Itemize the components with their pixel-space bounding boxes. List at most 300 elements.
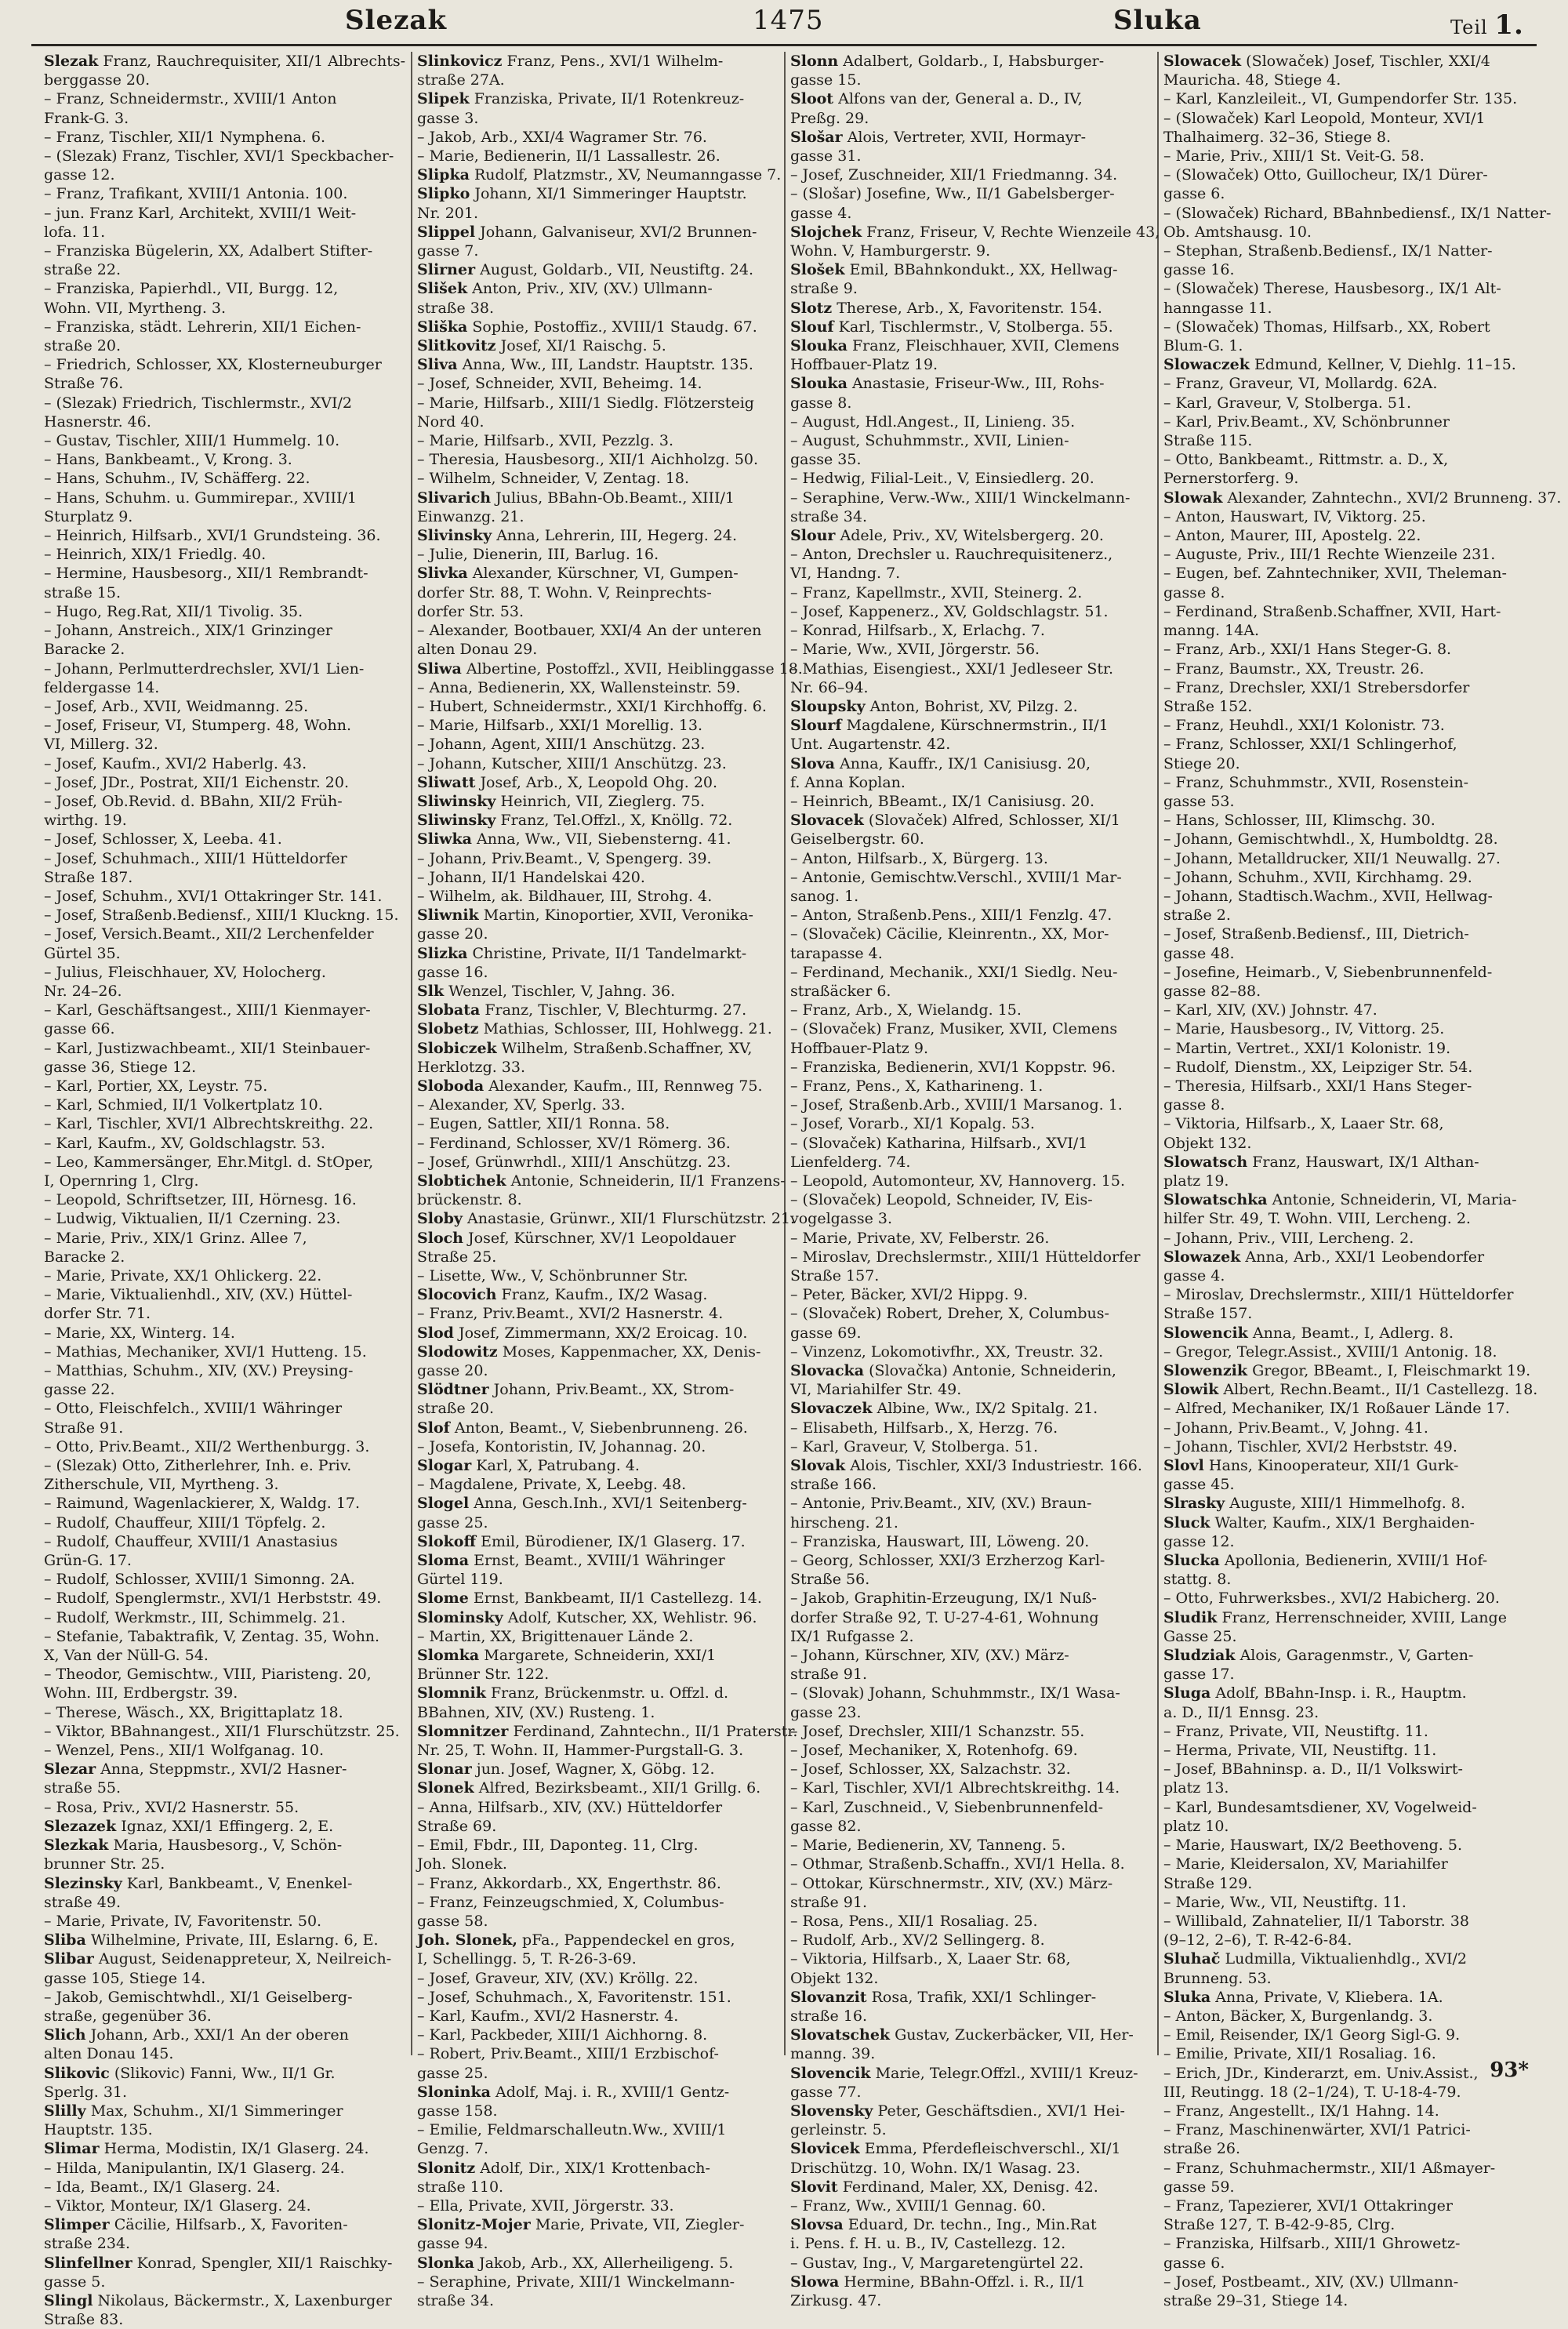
surname: Slödtner: [417, 1381, 489, 1399]
directory-line: [790, 1665, 1151, 1684]
directory-line: [44, 1532, 405, 1551]
entry-text: I, Opernring 1, Clrg.: [44, 1172, 199, 1190]
surname: Slovatschek: [790, 2026, 891, 2044]
entry-text: straße 38.: [417, 299, 494, 317]
entry-text: Heinrich, VII, Zieglerg. 75.: [500, 792, 706, 810]
directory-line: [417, 1380, 778, 1399]
directory-line: [1163, 1836, 1526, 1855]
directory-line: [790, 260, 1151, 279]
entry-text: – Anton, Maurer, III, Apostelg. 22.: [1163, 527, 1421, 545]
directory-line: [1163, 184, 1526, 203]
entry-text: hirscheng. 21.: [790, 1513, 898, 1531]
directory-line: [417, 412, 778, 431]
entry-text: – (Slezak) Friedrich, Tischlermstr., XVI/2: [44, 394, 352, 412]
entry-text: – Hermine, Hausbesorg., XII/1 Rembrandt-: [44, 565, 368, 583]
entry-text: jun. Josef, Wagner, X, Göbg. 12.: [476, 1760, 715, 1779]
directory-line: [1163, 2254, 1526, 2273]
directory-line: [417, 1551, 778, 1570]
directory-line: [417, 1114, 778, 1133]
entry-text: – Otto, Priv.Beamt., XII/2 Werthenburgg. 3.: [44, 1437, 370, 1455]
entry-text: i. Pens. f. H. u. B., IV, Castellezg. 12.: [790, 2235, 1066, 2253]
entry-text: – Karl, Priv.Beamt., XV, Schönbrunner: [1163, 412, 1450, 431]
directory-line: [1163, 1741, 1526, 1760]
entry-text: gasse 5.: [44, 2273, 106, 2291]
entry-text: Johann, Arb., XXI/1 An der oberen: [90, 2026, 349, 2044]
entry-text: – Franziska, städt. Lehrerin, XII/1 Eichen-: [44, 318, 361, 336]
directory-line: [1163, 431, 1526, 450]
entry-text: Lienfelderg. 74.: [790, 1153, 911, 1171]
entry-text: Hauptstr. 135.: [44, 2121, 153, 2139]
surname: Slonka: [417, 2254, 474, 2272]
entry-text: – Lisette, Ww., V, Schönbrunner Str.: [417, 1267, 688, 1284]
directory-line: [417, 583, 778, 602]
entry-text: – Karl, Kaufm., XVI/2 Hasnerstr. 4.: [417, 2007, 679, 2025]
surname: Sluka: [1163, 1988, 1211, 2006]
directory-line: [790, 1058, 1151, 1077]
directory-line: [417, 1684, 778, 1702]
directory-line: [44, 1551, 405, 1570]
directory-line: [44, 1703, 405, 1722]
directory-line: [44, 2234, 405, 2253]
directory-line: [44, 2196, 405, 2215]
entry-text: gasse 3.: [417, 109, 479, 127]
entry-text: – Karl, Kanzleileit., VI, Gumpendorfer Str. 135.: [1163, 90, 1518, 108]
entry-text: – Vinzenz, Lokomotivfhr., XX, Treustr. 32.: [790, 1343, 1104, 1361]
entry-text: Antonie, Schneiderin, VI, Maria-: [1272, 1191, 1517, 1209]
directory-line: [1163, 564, 1526, 583]
entry-text: – Ottokar, Kürschnermstr., XIV, (XV.) März-: [790, 1874, 1113, 1892]
entry-text: Grün-G. 17.: [44, 1552, 132, 1570]
directory-line: [1163, 1969, 1526, 1988]
directory-line: [1163, 336, 1526, 355]
directory-line: [1163, 2139, 1526, 2158]
entry-text: – Wilhelm, Schneider, V, Zentag. 18.: [417, 470, 690, 488]
entry-text: – Anton, Straßenb.Pens., XIII/1 Fenzlg. 47.: [790, 907, 1112, 925]
directory-line: [790, 1893, 1151, 1912]
directory-line: [44, 260, 405, 279]
entry-text: a. D., II/1 Ennsg. 23.: [1163, 1703, 1319, 1721]
directory-line: [44, 2044, 405, 2063]
directory-line: [1163, 1095, 1526, 1114]
directory-line: [790, 1114, 1151, 1133]
entry-text: gasse 53.: [1163, 792, 1235, 810]
directory-line: [44, 1665, 405, 1684]
page-header: [31, 0, 1537, 45]
entry-text: – (Slowaček) Therese, Hausbesorg., IX/1 Alt-: [1163, 280, 1501, 298]
entry-text: – Josef, Mechaniker, X, Rotenhofg. 69.: [790, 1742, 1078, 1760]
directory-line: [790, 583, 1151, 602]
directory-line: [44, 849, 405, 868]
entry-text: gasse 16.: [1163, 261, 1235, 279]
entry-text: – Hans, Schlosser, III, Klimschg. 30.: [1163, 812, 1436, 830]
entry-text: – Wenzel, Pens., XII/1 Wolfganag. 10.: [44, 1742, 325, 1760]
surname: Slikovic: [44, 2064, 110, 2082]
entry-text: Anton, Bohrist, XV, Pilzg. 2.: [869, 697, 1078, 715]
surname: Sluck: [1163, 1513, 1210, 1531]
directory-line: [1163, 697, 1526, 716]
entry-text: – Ferdinand, Mechanik., XXI/1 Siedlg. Neu-: [790, 963, 1118, 981]
surname: Slovsa: [790, 2216, 844, 2234]
entry-text: Mathias, Schlosser, III, Hohlwegg. 21.: [483, 1020, 772, 1038]
directory-line: [790, 431, 1151, 450]
entry-text: Franz, Pens., XVI/1 Wilhelm-: [506, 53, 724, 70]
entry-text: manng. 14A.: [1163, 622, 1259, 640]
directory-line: [44, 1855, 405, 1873]
entry-text: Ludmilla, Viktualienhdlg., XVI/2: [1225, 1950, 1467, 1968]
entry-text: – Anton, Hilfsarb., X, Bürgerg. 13.: [790, 849, 1048, 867]
entry-text: – Marie, Bedienerin, II/1 Lassallestr. 26.: [417, 147, 720, 165]
directory-line: [44, 1798, 405, 1817]
entry-text: platz 10.: [1163, 1817, 1229, 1835]
entry-text: – Eugen, bef. Zahntechniker, XVII, Theleman-: [1163, 565, 1507, 583]
entry-text: Straße 76.: [44, 375, 124, 393]
directory-line: [1163, 128, 1526, 147]
entry-text: pFa., Pappendeckel en gros,: [522, 1931, 735, 1949]
directory-line: [44, 1361, 405, 1380]
directory-line: [790, 355, 1151, 374]
surname: Slk: [417, 982, 445, 1000]
directory-line: [1163, 2102, 1526, 2120]
directory-line: [790, 1988, 1151, 2007]
directory-line: [790, 792, 1151, 811]
entry-text: – Marie, Ww., VII, Neustiftg. 11.: [1163, 1893, 1406, 1911]
surname: Sloupsky: [790, 697, 866, 715]
entry-text: – Matthias, Schuhm., XIV, (XV.) Preysing-: [44, 1362, 354, 1380]
directory-line: [417, 1190, 778, 1209]
entry-text: Franz, Tel.Offzl., X, Knöllg. 72.: [500, 812, 733, 830]
directory-line: [790, 1912, 1151, 1931]
directory-line: [44, 1912, 405, 1931]
entry-text: straße, gegenüber 36.: [44, 2007, 212, 2025]
entry-text: Karl, X, Patrubang. 4.: [476, 1457, 640, 1475]
directory-line: [1163, 1532, 1526, 1551]
entry-text: Wenzel, Tischler, V, Jahng. 36.: [448, 982, 676, 1000]
surname: Slod: [417, 1324, 454, 1342]
entry-text: Thalhaimerg. 32–36, Stiege 8.: [1163, 128, 1392, 146]
entry-text: – Josef, Schuhmach., X, Favoritenstr. 151.: [417, 1988, 731, 2006]
directory-line: [44, 963, 405, 982]
directory-line: [1163, 204, 1552, 223]
entry-text: gerleinstr. 5.: [790, 2121, 887, 2139]
surname: Slowatsch: [1163, 1153, 1248, 1171]
entry-text: platz 13.: [1163, 1779, 1229, 1797]
surname: Slrasky: [1163, 1495, 1225, 1513]
entry-text: – Josef, Schneider, XVII, Beheimg. 14.: [417, 375, 702, 393]
directory-line: [44, 773, 405, 792]
entry-text: feldergasse 14.: [44, 678, 160, 696]
entry-text: – Otto, Fleischfelch., XVIII/1 Währinger: [44, 1400, 343, 1418]
directory-line: [790, 2064, 1151, 2083]
directory-line: [417, 1722, 798, 1741]
entry-text: – Viktoria, Hilfsarb., X, Laaer Str. 68,: [790, 1950, 1071, 1968]
directory-line: [790, 602, 1151, 621]
entry-text: Anna, Lehrerin, III, Hegerg. 24.: [496, 527, 738, 545]
entry-text: Josef, Arb., X, Leopold Ohg. 20.: [480, 773, 718, 791]
directory-line: [417, 355, 778, 374]
entry-text: Rosa, Trafik, XXI/1 Schlinger-: [871, 1988, 1097, 2006]
directory-line: [417, 2159, 778, 2178]
directory-line: [790, 1324, 1151, 1343]
entry-text: Straße 129.: [1163, 1874, 1253, 1892]
entry-text: – Jakob, Arb., XXI/4 Wagramer Str. 76.: [417, 128, 707, 146]
directory-line: [790, 1209, 1151, 1228]
directory-line: [44, 2215, 405, 2234]
entry-text: gasse 23.: [790, 1703, 862, 1721]
entry-text: – Johann, Anstreich., XIX/1 Grinzinger: [44, 622, 332, 640]
surname: Slonek: [417, 1779, 474, 1797]
directory-line: [44, 2064, 405, 2083]
directory-line: [1163, 1437, 1526, 1456]
entry-text: – Marie, Bedienerin, XV, Tanneng. 5.: [790, 1837, 1066, 1855]
entry-text: – Josef, Straßenb.Arb., XVIII/1 Marsanog. 1.: [790, 1096, 1123, 1114]
directory-line: [1163, 2234, 1526, 2253]
entry-text: – Marie, XX, Winterg. 14.: [44, 1324, 235, 1342]
entry-text: – Emilie, Private, XII/1 Rosaliag. 16.: [1163, 2045, 1436, 2063]
entry-text: dorfer Straße 92, T. U-27-4-61, Wohnung: [790, 1608, 1099, 1626]
directory-line: [790, 1684, 1151, 1702]
entry-text: – Peter, Bäcker, XVI/2 Hippg. 9.: [790, 1286, 1029, 1304]
entry-text: Julius, BBahn-Ob.Beamt., XIII/1: [495, 489, 735, 507]
directory-line: [44, 1153, 405, 1172]
directory-line: [790, 1646, 1151, 1665]
directory-line: [790, 165, 1151, 184]
surname: Sludik: [1163, 1608, 1218, 1626]
directory-line: [790, 507, 1151, 526]
directory-line: [1163, 735, 1526, 754]
entry-text: straße 34.: [417, 2291, 494, 2309]
directory-line: [417, 906, 778, 925]
entry-text: – Karl, Tischler, XVI/1 Albrechtskreithg. 22.: [44, 1115, 374, 1133]
entry-text: – Franz, Maschinenwärter, XVI/1 Patrici-: [1163, 2121, 1471, 2139]
directory-line: [417, 1419, 778, 1437]
directory-line: [417, 1741, 778, 1760]
entry-text: Franz, Fleischhauer, XVII, Clemens: [851, 337, 1120, 355]
entry-text: – Marie, Hilfsarb., XXI/1 Morellig. 13.: [417, 717, 702, 735]
directory-line: [1163, 830, 1526, 848]
entry-text: Hermine, BBahn-Offzl. i. R., II/1: [844, 2273, 1086, 2291]
entry-text: – Johann, Agent, XIII/1 Anschützg. 23.: [417, 736, 706, 754]
entry-text: berggasse 20.: [44, 71, 151, 89]
entry-text: Albertine, Postoffzl., XVII, Heiblinggasse 18.: [466, 659, 803, 678]
directory-line: [1163, 1343, 1526, 1361]
entry-text: (Slovačka) Antonie, Schneiderin,: [869, 1362, 1116, 1380]
directory-line: [1163, 621, 1526, 640]
entry-text: Albert, Rechn.Beamt., II/1 Castellezg. 18.: [1223, 1381, 1538, 1399]
directory-line: [417, 1570, 778, 1589]
directory-line: [44, 2178, 405, 2196]
directory-line: [417, 1229, 778, 1248]
directory-line: [790, 1969, 1151, 1988]
directory-line: [790, 2196, 1151, 2215]
entry-text: – Theresia, Hausbesorg., XII/1 Aichholzg. 50.: [417, 451, 759, 469]
entry-text: Objekt 132.: [1163, 1134, 1252, 1152]
entry-text: Adalbert, Goldarb., I, Habsburger-: [843, 53, 1105, 70]
entry-text: Josef, Zimmermann, XX/2 Eroicag. 10.: [458, 1324, 748, 1342]
directory-line: [1163, 1646, 1526, 1665]
entry-text: – Franz, Arb., X, Wielandg. 15.: [790, 1001, 1022, 1019]
directory-line: [417, 242, 778, 260]
directory-line: [44, 1209, 405, 1228]
entry-text: – Josef, Schuhmach., XIII/1 Hütteldorfer: [44, 849, 347, 867]
surname: Slivka: [417, 565, 468, 583]
entry-text: – Josef, Arb., XVII, Weidmanng. 25.: [44, 697, 309, 715]
directory-line: [417, 184, 778, 203]
directory-line: [417, 1912, 778, 1931]
directory-line: [44, 1324, 405, 1343]
entry-text: – Josef, Postbeamt., XIV, (XV.) Ullmann-: [1163, 2273, 1459, 2291]
entry-text: – Seraphine, Private, XIII/1 Winckelmann-: [417, 2273, 735, 2291]
entry-text: – Franz, Schneidermstr., XVIII/1 Anton: [44, 90, 337, 108]
directory-line: [790, 1741, 1151, 1760]
directory-line: [790, 204, 1151, 223]
directory-line: [790, 1532, 1151, 1551]
entry-text: straßäcker 6.: [790, 982, 891, 1000]
entry-text: – Franz, Schuhmmstr., XVII, Rosenstein-: [1163, 773, 1469, 791]
entry-text: – Johann, Perlmutterdrechsler, XVI/1 Lien-: [44, 659, 365, 678]
entry-text: – Franz, Pens., X, Katharineng. 1.: [790, 1077, 1044, 1095]
entry-text: Sperlg. 31.: [44, 2083, 128, 2101]
entry-text: – Ida, Beamt., IX/1 Glaserg. 24.: [44, 2178, 281, 2196]
directory-line: [44, 1513, 405, 1532]
surname: Slinkovicz: [417, 53, 503, 70]
entry-text: Hasnerstr. 46.: [44, 412, 151, 431]
directory-line: [417, 2196, 778, 2215]
directory-line: [1163, 1172, 1526, 1190]
directory-line: [417, 336, 778, 355]
entry-text: Genzg. 7.: [417, 2140, 489, 2158]
entry-text: – (Slowaček) Richard, BBahnbediensf., IX/1 Natter-: [1163, 204, 1552, 222]
entry-text: Hoffbauer-Platz 9.: [790, 1039, 928, 1057]
directory-line: [790, 2234, 1151, 2253]
entry-text: – (Slovaček) Robert, Dreher, X, Columbus-: [790, 1305, 1109, 1323]
entry-text: Wohn. III, Erdbergstr. 39.: [44, 1684, 238, 1702]
entry-text: – Marie, Priv., XIII/1 St. Veit-G. 58.: [1163, 147, 1425, 165]
directory-line: [1163, 2044, 1526, 2063]
surname: Sliška: [417, 318, 468, 336]
surname: Slitkovitz: [417, 337, 496, 355]
entry-text: – Otto, Bankbeamt., Rittmstr. a. D., X,: [1163, 451, 1449, 469]
directory-line: [417, 1646, 778, 1665]
directory-line: [790, 982, 1151, 1001]
part-label: Teil: [1450, 16, 1488, 38]
entry-text: Wohn. V, Hamburgerstr. 9.: [790, 242, 991, 260]
surname: Slowa: [790, 2273, 840, 2291]
surname: Sliva: [417, 356, 458, 374]
entry-text: Pernerstorferg. 9.: [1163, 470, 1299, 488]
entry-text: – Josef, Drechsler, XIII/1 Schanzstr. 55.: [790, 1722, 1085, 1740]
surname: Slowenzik: [1163, 1362, 1248, 1380]
directory-line: [1163, 1361, 1531, 1380]
directory-line: [790, 128, 1151, 147]
entry-text: – Josef, Kappenerz., XV, Goldschlagstr. 51.: [790, 602, 1109, 620]
entry-text: straße 29–31, Stiege 14.: [1163, 2291, 1348, 2309]
directory-line: [790, 1437, 1151, 1456]
directory-line: [1163, 412, 1526, 431]
directory-line: [417, 1589, 778, 1608]
entry-text: – Hubert, Schneidermstr., XXI/1 Kirchhoffg. 6.: [417, 697, 767, 715]
surname: Slonitz-Mojer: [417, 2216, 531, 2234]
entry-text: tarapasse 4.: [790, 944, 883, 962]
entry-text: Gasse 25.: [1163, 1627, 1237, 1645]
directory-line: [44, 431, 405, 450]
surname: Slovacek: [790, 812, 864, 830]
directory-line: [1163, 1475, 1526, 1494]
directory-line: [790, 89, 1151, 108]
directory-line: [1163, 1570, 1526, 1589]
entry-text: dorfer Str. 88, T. Wohn. V, Reinprechts-: [417, 583, 712, 601]
directory-line: [44, 204, 405, 223]
directory-line: [417, 394, 778, 412]
directory-line: [790, 1475, 1151, 1494]
directory-line: [417, 1665, 778, 1684]
entry-text: straße 49.: [44, 1893, 121, 1911]
directory-line: [790, 1095, 1151, 1114]
entry-text: Antonie, Schneiderin, II/1 Franzens-: [510, 1172, 786, 1190]
surname: Slome: [417, 1590, 469, 1608]
directory-line: [790, 906, 1151, 925]
surname: Slovaczek: [790, 1400, 873, 1418]
surname: Slizka: [417, 944, 468, 962]
entry-text: alten Donau 145.: [44, 2045, 174, 2063]
directory-line: [790, 659, 1151, 678]
entry-text: – Rudolf, Arb., XV/2 Sellingerg. 8.: [790, 1931, 1045, 1949]
entry-text: – Anna, Hilfsarb., XIV, (XV.) Hütteldorfer: [417, 1798, 723, 1816]
directory-line: [790, 1931, 1151, 1949]
directory-line: [44, 1380, 405, 1399]
directory-line: [44, 109, 405, 128]
directory-line: [1163, 2120, 1526, 2139]
directory-line: [790, 2159, 1151, 2178]
directory-line: [1163, 1494, 1526, 1513]
entry-text: I, Schellingg. 5, T. R-26-3-69.: [417, 1950, 637, 1968]
directory-line: [790, 147, 1151, 165]
surname: Slovacka: [790, 1362, 865, 1380]
entry-text: Anastasie, Friseur-Ww., III, Rohs-: [851, 375, 1105, 393]
surname: Slovanzit: [790, 1988, 867, 2006]
entry-text: lofa. 11.: [44, 223, 106, 241]
entry-text: – Johann, Priv.Beamt., V, Spengerg. 39.: [417, 849, 712, 867]
directory-line: [417, 773, 778, 792]
directory-line: [44, 925, 405, 943]
directory-line: [417, 507, 778, 526]
entry-text: Einwanzg. 21.: [417, 507, 524, 525]
directory-line: [417, 830, 778, 848]
entry-text: – Franz, Kapellmstr., XVII, Steinerg. 2.: [790, 583, 1083, 601]
entry-text: Josef, Kürschner, XV/1 Leopoldauer: [468, 1229, 736, 1247]
directory-line: [44, 526, 405, 545]
directory-line: [790, 1589, 1151, 1608]
directory-line: [1163, 1190, 1526, 1209]
directory-line: [417, 1209, 796, 1228]
directory-line: [1163, 1114, 1526, 1133]
header-left-keyword: Slezak: [345, 5, 447, 36]
entry-text: – Josef, BBahninsp. a. D., II/1 Volkswirt-: [1163, 1760, 1463, 1779]
directory-line: [790, 1019, 1151, 1038]
directory-line: [417, 1134, 778, 1153]
entry-text: Straße 25.: [417, 1248, 497, 1266]
directory-line: [790, 1949, 1151, 1968]
directory-line: [417, 659, 803, 678]
directory-line: [1163, 1684, 1526, 1702]
directory-line: [790, 2178, 1151, 2196]
directory-line: [44, 507, 405, 526]
entry-text: gasse 20.: [417, 1362, 488, 1380]
surname: Slomnitzer: [417, 1722, 509, 1740]
entry-text: – Josefa, Kontoristin, IV, Johannag. 20.: [417, 1437, 706, 1455]
entry-text: Alois, Vertreter, XVII, Hormayr-: [847, 128, 1087, 146]
directory-line: [1163, 223, 1526, 242]
entry-text: straße 20.: [417, 1400, 494, 1418]
